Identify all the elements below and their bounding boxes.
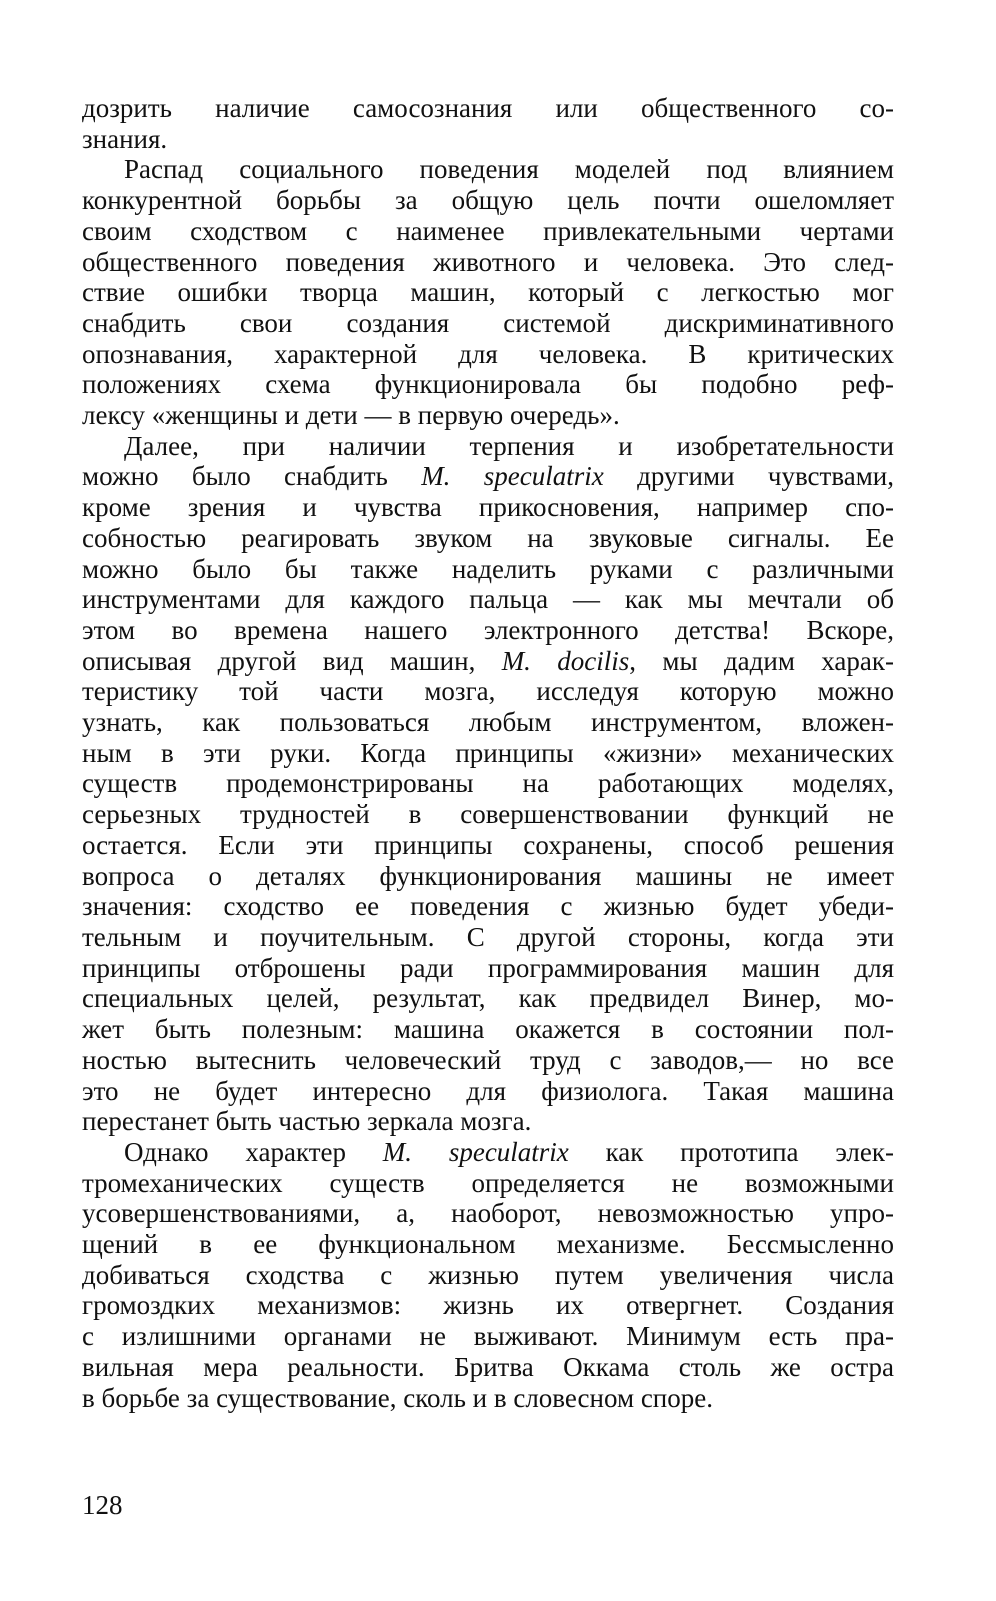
paragraph bbox=[82, 93, 894, 154]
text-line: с излишними органами не выживают. Минимум есть пра- bbox=[82, 1321, 894, 1352]
text-line: кроме зрения и чувства прикосновения, например спо- bbox=[82, 492, 894, 523]
text-line: снабдить свои создания системой дискриминативного bbox=[82, 307, 894, 338]
text-line: Однако характер M. speculatrix как прототипа элек- bbox=[124, 1136, 894, 1167]
paragraph bbox=[82, 154, 894, 430]
text-line: жет быть полезным: машина окажется в состоянии пол- bbox=[82, 1014, 894, 1045]
text-line: усовершенствованиями, а, наоборот, невозможностью упро- bbox=[82, 1198, 894, 1229]
text-line: этом во времена нашего электронного детства! Вскоре, bbox=[82, 614, 894, 645]
text-line: положениях схема функционировала бы подобно реф- bbox=[82, 369, 894, 400]
text-line: ностью вытеснить человеческий труд с заводов,— но все bbox=[82, 1044, 894, 1075]
text-line: дозрить наличие самосознания или общественного со- bbox=[82, 93, 894, 123]
paragraph bbox=[82, 1137, 894, 1413]
text-line: это не будет интересно для физиолога. Такая машина bbox=[82, 1075, 894, 1106]
text-line: инструментами для каждого пальца — как мы мечтали об bbox=[82, 584, 894, 615]
text-line: своим сходством с наименее привлекательными чертами bbox=[82, 215, 894, 246]
text-line: тромеханических существ определяется не возможными bbox=[82, 1167, 894, 1198]
text-line: вильная мера реальности. Бритва Оккама столь же остра bbox=[82, 1351, 894, 1382]
italic-term: M. docilis bbox=[501, 645, 630, 676]
text-line: знания. bbox=[82, 123, 168, 154]
text-line: Далее, при наличии терпения и изобретательности bbox=[124, 430, 894, 461]
text-line: ствие ошибки творца машин, который с легкостью мог bbox=[82, 277, 894, 308]
text-line: существ продемонстрированы на работающих моделях, bbox=[82, 768, 894, 799]
text-line: можно было снабдить M. speculatrix другими чувствами, bbox=[82, 461, 894, 492]
text-line: остается. Если эти принципы сохранены, способ решения bbox=[82, 829, 894, 860]
text-line: ным в эти руки. Когда принципы «жизни» механических bbox=[82, 737, 894, 768]
text-line: добиваться сходства с жизнью путем увеличения числа bbox=[82, 1259, 894, 1290]
text-line: описывая другой вид машин, M. docilis, мы дадим харак- bbox=[82, 645, 894, 676]
text-line: узнать, как пользоваться любым инструментом, вложен- bbox=[82, 707, 894, 738]
text-line: серьезных трудностей в совершенствовании функций не bbox=[82, 799, 894, 830]
text-line: общественного поведения животного и человека. Это след- bbox=[82, 246, 894, 277]
paragraph bbox=[82, 431, 894, 1137]
text-line: в борьбе за существование, сколь и в словесном споре. bbox=[82, 1382, 713, 1413]
text-line: громоздких механизмов: жизнь их отвергнет. Создания bbox=[82, 1290, 894, 1321]
text-line: принципы отброшены ради программирования машин для bbox=[82, 952, 894, 983]
text-line: значения: сходство ее поведения с жизнью будет убеди- bbox=[82, 891, 894, 922]
text-line: щений в ее функциональном механизме. Бессмысленно bbox=[82, 1229, 894, 1260]
text-line: специальных целей, результат, как предвидел Винер, мо- bbox=[82, 983, 894, 1014]
text-line: можно было бы также наделить руками с различными bbox=[82, 553, 894, 584]
text-line: перестанет быть частью зеркала мозга. bbox=[82, 1106, 532, 1137]
text-line: опознавания, характерной для человека. В критических bbox=[82, 338, 894, 369]
text-line: собностью реагировать звуком на звуковые сигналы. Ее bbox=[82, 522, 894, 553]
page-number: 128 bbox=[82, 1490, 123, 1520]
text-line: конкурентной борьбы за общую цель почти ошеломляет bbox=[82, 185, 894, 216]
italic-term: M. speculatrix bbox=[382, 1136, 569, 1167]
text-line: лексу «женщины и дети — в первую очередь». bbox=[82, 400, 620, 431]
text-line: теристику той части мозга, исследуя которую можно bbox=[82, 676, 894, 707]
page-body bbox=[82, 93, 894, 1413]
italic-term: M. speculatrix bbox=[421, 461, 604, 492]
text-line: Распад социального поведения моделей под влиянием bbox=[124, 154, 894, 185]
text-line: вопроса о деталях функционирования машины не имеет bbox=[82, 860, 894, 891]
text-line: тельным и поучительным. С другой стороны, когда эти bbox=[82, 921, 894, 952]
